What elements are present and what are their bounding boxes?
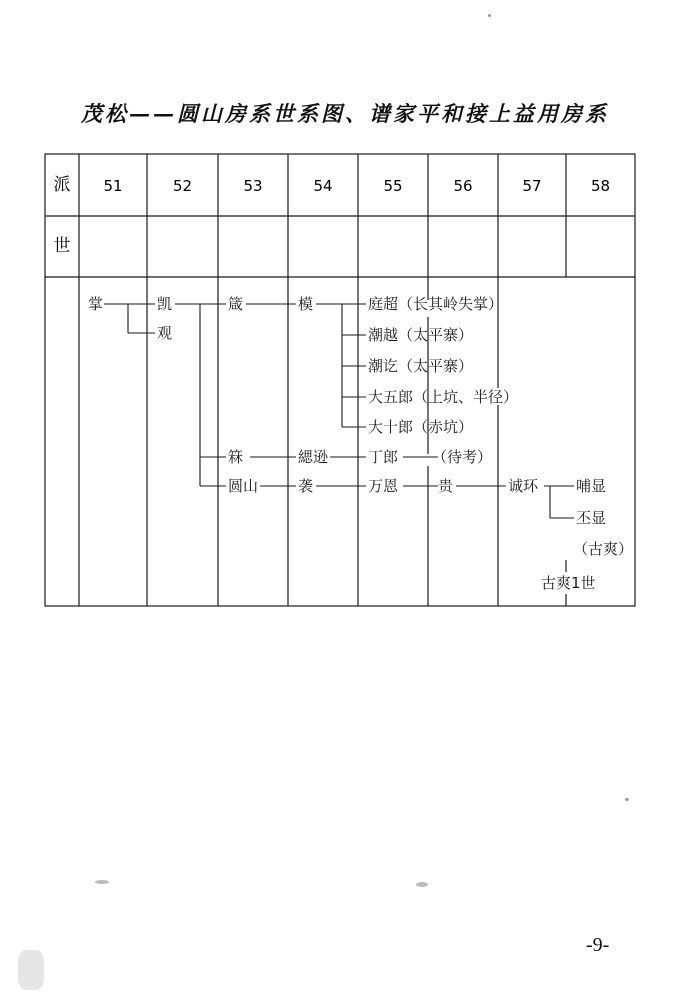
tree-lines [104,304,574,518]
table-grid [45,154,635,606]
name-lin: 箖 [228,448,244,466]
page-title: 茂松——圆山房系世系图、谱家平和接上益用房系 [81,101,609,126]
scan-speck [18,950,44,990]
generation-label: 54 [313,177,333,195]
name-wanen: 万恩 [368,477,399,495]
name-kai: 凯 [157,295,173,313]
name-yuanshan: 圆山 [228,477,259,495]
name-mo: 模 [298,295,314,313]
tree-names [88,295,633,592]
note-gushuang: （古爽） [573,540,634,558]
name-dawulang: 大五郎（上坑、半径） [368,388,519,406]
generation-label: 51 [103,177,123,195]
name-xixun: 緦逊 [298,448,329,466]
generation-label: 52 [172,177,193,195]
name-tingchao: 庭超（长其岭失掌） [368,295,504,313]
name-buxian: 哺显 [576,477,607,495]
name-zhen: 箴 [228,295,244,313]
name-chenghuan: 诚环 [508,477,539,495]
note-gushuang-first-gen: 古爽1世 [541,574,596,592]
generation-label: 56 [453,177,473,195]
name-chaoqi: 潮讫（太平寨） [368,357,474,375]
generation-label: 58 [590,177,611,195]
name-chaoyue: 潮越（太平寨） [368,326,474,344]
name-zhang: 掌 [88,295,104,313]
note-daikao: （待考） [432,448,493,466]
name-xi: 袭 [298,477,314,495]
scan-speck [488,14,491,17]
name-dashilang: 大十郎（赤坑） [368,418,474,436]
scan-speck [416,882,428,887]
name-guan: 观 [157,324,173,342]
name-pixian: 丕显 [576,509,607,527]
generation-labels [103,177,610,195]
generation-label: 53 [243,177,263,195]
page-number: -9- [586,934,610,956]
shi-label: 世 [53,236,71,256]
scan-speck [625,798,629,801]
generation-label: 57 [522,177,542,195]
generation-label: 55 [383,177,403,195]
name-dinglang: 丁郎 [368,448,399,466]
pai-label: 派 [53,175,71,195]
scan-speck [95,880,109,884]
name-gui: 贵 [438,477,454,495]
